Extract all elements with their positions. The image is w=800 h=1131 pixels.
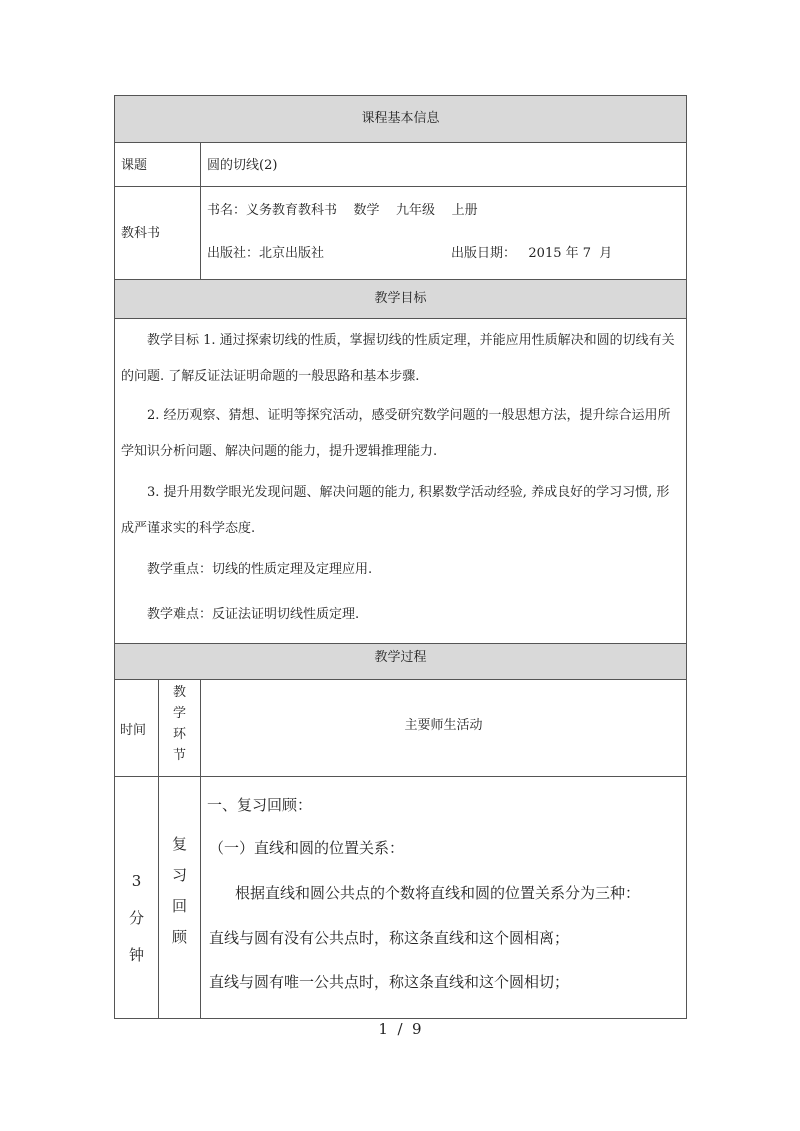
activity-line: （一）直线和圆的位置关系： bbox=[209, 839, 405, 857]
stage-char: 习 bbox=[171, 866, 187, 884]
page-number: 1 / 9 bbox=[378, 1020, 422, 1038]
activity-line: 直线与圆有没有公共点时，称这条直线和这个圆相离； bbox=[209, 929, 570, 947]
col-time-header: 时间 bbox=[120, 723, 147, 738]
stage-char: 顾 bbox=[171, 928, 187, 946]
time-char: 分 bbox=[128, 909, 144, 927]
topic-value: 圆的切线(2) bbox=[207, 158, 278, 173]
row-divider bbox=[114, 318, 687, 319]
stage-char: 学 bbox=[172, 706, 186, 721]
stage-char: 教 bbox=[172, 685, 186, 700]
row-divider bbox=[114, 279, 687, 280]
basic-info-title: 课程基本信息 bbox=[361, 111, 440, 126]
row-stage bbox=[159, 829, 200, 953]
basic-info-header bbox=[114, 95, 687, 142]
activity-line: 根据直线和圆公共点的个数将直线和圆的位置关系分为三种： bbox=[235, 884, 641, 902]
time-char: 3 bbox=[131, 872, 142, 890]
publish-date: 出版日期： 2015 年 7 月 bbox=[451, 246, 613, 261]
teaching-goals-title: 教学目标 bbox=[374, 291, 427, 306]
goal-3: 3. 提升用数学眼光发现问题、解决问题的能力, 积累数学活动经验, 养成良好的学习习惯, 形成严谨求实的科学态度. bbox=[121, 485, 670, 536]
stage-char: 环 bbox=[172, 727, 186, 742]
teaching-process-title: 教学过程 bbox=[374, 650, 427, 665]
goal-1: 教学目标 1. 通过探索切线的性质，掌握切线的性质定理，并能应用性质解决和圆的切线有关的问题. 了解反证法证明命题的一般思路和基本步骤. bbox=[121, 333, 675, 384]
activity-line: 一、复习回顾： bbox=[207, 796, 313, 814]
col-stage-header bbox=[159, 682, 200, 766]
textbook-label: 教科书 bbox=[121, 226, 161, 241]
col-divider bbox=[200, 142, 201, 279]
table-border-right bbox=[686, 95, 687, 1019]
book-line: 书名：义务教育教科书 数学 九年级 上册 bbox=[207, 203, 478, 218]
activity-line: 直线与圆有唯一公共点时，称这条直线和这个圆相切； bbox=[209, 973, 570, 991]
topic-label: 课题 bbox=[121, 158, 148, 173]
stage-char: 回 bbox=[171, 897, 187, 915]
row-divider bbox=[114, 643, 687, 644]
table-border-top bbox=[114, 95, 687, 96]
row-time bbox=[115, 868, 158, 969]
teaching-process-header bbox=[114, 643, 687, 679]
publisher: 出版社：北京出版社 bbox=[207, 246, 325, 261]
col-activity-header: 主要师生活动 bbox=[404, 718, 483, 733]
goal-2: 2. 经历观察、猜想、证明等探究活动，感受研究数学问题的一般思想方法，提升综合运用所学知识分析问题、解决问题的能力，提升逻辑推理能力. bbox=[121, 408, 671, 459]
stage-char: 复 bbox=[171, 835, 187, 853]
difficulty: 教学难点：反证法证明切线性质定理. bbox=[147, 607, 360, 622]
teaching-goals-header bbox=[114, 279, 687, 318]
stage-char: 节 bbox=[172, 748, 186, 763]
key-point: 教学重点：切线的性质定理及定理应用. bbox=[147, 562, 373, 577]
time-char: 钟 bbox=[128, 946, 144, 964]
